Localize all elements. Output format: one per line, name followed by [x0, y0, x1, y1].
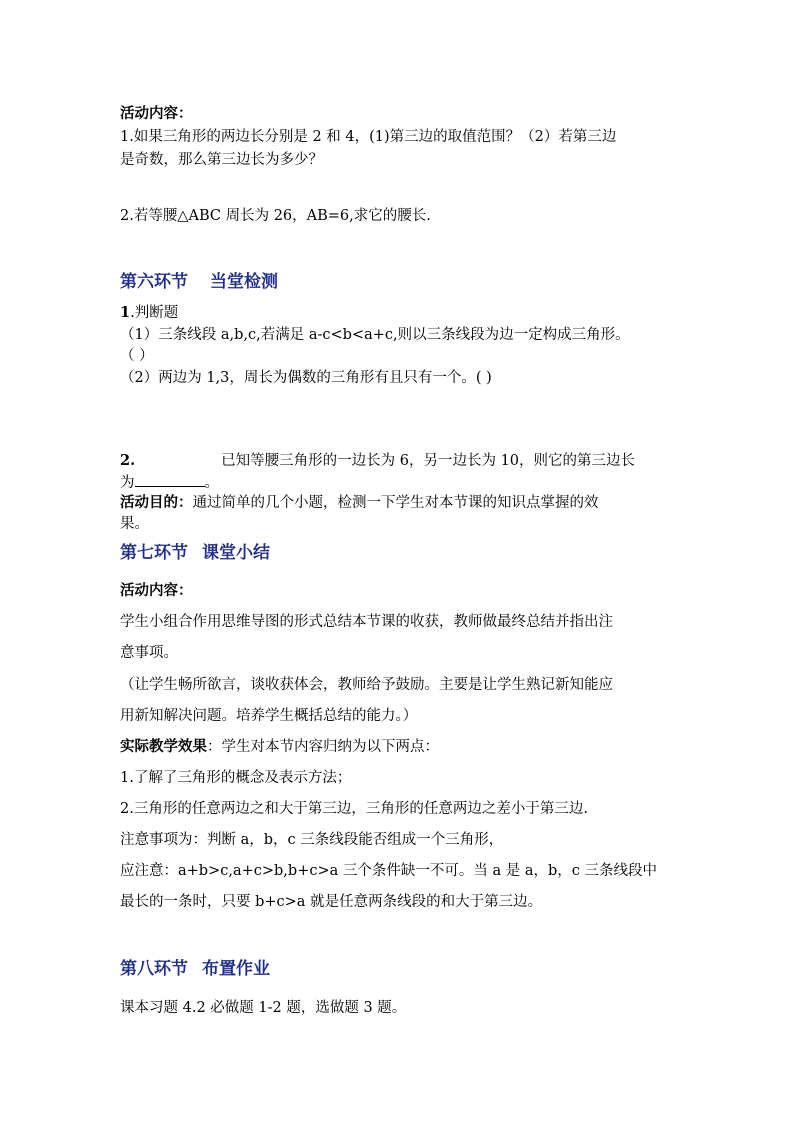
- section-7-number: 第七环节: [120, 543, 188, 563]
- teaching-effect: [120, 737, 439, 757]
- summary-p2-line-1: （让学生畅所欲言，谈收获体会，教师给予鼓励。主要是让学生熟记新知能应: [120, 677, 613, 693]
- section-8-number: 第八环节: [120, 959, 188, 979]
- activity-purpose-text: 通过简单的几个小题，检测一下学生对本节课的知识点掌握的效: [192, 495, 599, 511]
- judgment-sub-1: （1）三条线段 a,b,c,若满足 a-c<b<a+c,则以三条线段为边一定构成三角形。: [120, 327, 630, 343]
- section-6-title: 当堂检测: [210, 272, 278, 292]
- fill-question-text: 已知等腰三角形的一边长为 6，另一边长为 10，则它的第三边长: [221, 453, 636, 469]
- section-8-title: 布置作业: [202, 959, 270, 979]
- fill-question-number: 2.: [120, 452, 136, 469]
- fill-question-cont: [120, 472, 219, 493]
- question-1-line-1: 1.如果三角形的两边长分别是 2 和 4，(1)第三边的取值范围？（2）若第三边: [120, 129, 617, 145]
- fill-question-end: 。: [204, 475, 219, 491]
- question-2: 2.若等腰△ABC 周长为 26，AB=6,求它的腰长.: [120, 208, 431, 224]
- summary-p1-line-1: 学生小组合作用思维导图的形式总结本节课的收获，教师做最终总结并指出注: [120, 614, 613, 630]
- fill-question: [120, 451, 635, 471]
- section-7-title: 课堂小结: [202, 543, 270, 563]
- section-8-heading: [120, 959, 270, 979]
- fill-question-cont-text: 为: [120, 475, 135, 491]
- activity-content-label: 活动内容：: [120, 105, 193, 122]
- note-line-2: 应注意：a+b>c,a+c>b,b+c>a 三个条件缺一不可。当 a 是 a，b，c 三条线段中: [120, 863, 657, 879]
- activity-purpose: [120, 493, 599, 513]
- note-line-3: 最长的一条时，只要 b+c>a 就是任意两条线段的和大于第三边。: [120, 894, 543, 910]
- summary-p1-line-2: 意事项。: [120, 645, 178, 661]
- section-6-number: 第六环节: [120, 272, 188, 292]
- homework-text: 课本习题 4.2 必做题 1-2 题，选做题 3 题。: [120, 1000, 407, 1016]
- section-6-heading: [120, 272, 278, 292]
- section-7-heading: [120, 543, 270, 563]
- judgment-label: .判断题: [130, 305, 179, 321]
- question-1-line-2: 是奇数，那么第三边长为多少？: [120, 152, 323, 168]
- activity-purpose-cont: 果。: [120, 516, 149, 532]
- judgment-heading: [120, 303, 178, 323]
- teaching-effect-text: ：学生对本节内容归纳为以下两点：: [207, 739, 439, 755]
- answer-blank[interactable]: [135, 472, 205, 487]
- summary-p2-line-2: 用新知解决问题。培养学生概括总结的能力。）: [120, 708, 418, 724]
- point-1: 1.了解了三角形的概念及表示方法；: [120, 770, 352, 786]
- note-line-1: 注意事项为：判断 a，b，c 三条线段能否组成一个三角形，: [120, 832, 504, 848]
- judgment-number: 1: [120, 304, 131, 321]
- section-7-activity-label: 活动内容：: [120, 582, 193, 599]
- judgment-sub-1-paren: （ ）: [120, 348, 154, 364]
- activity-purpose-label: 活动目的：: [120, 494, 193, 511]
- teaching-effect-label: 实际教学效果: [120, 738, 207, 755]
- point-2: 2.三角形的任意两边之和大于第三边，三角形的任意两边之差小于第三边.: [120, 801, 588, 817]
- judgment-sub-2: （2）两边为 1,3，周长为偶数的三角形有且只有一个。( ): [120, 370, 492, 386]
